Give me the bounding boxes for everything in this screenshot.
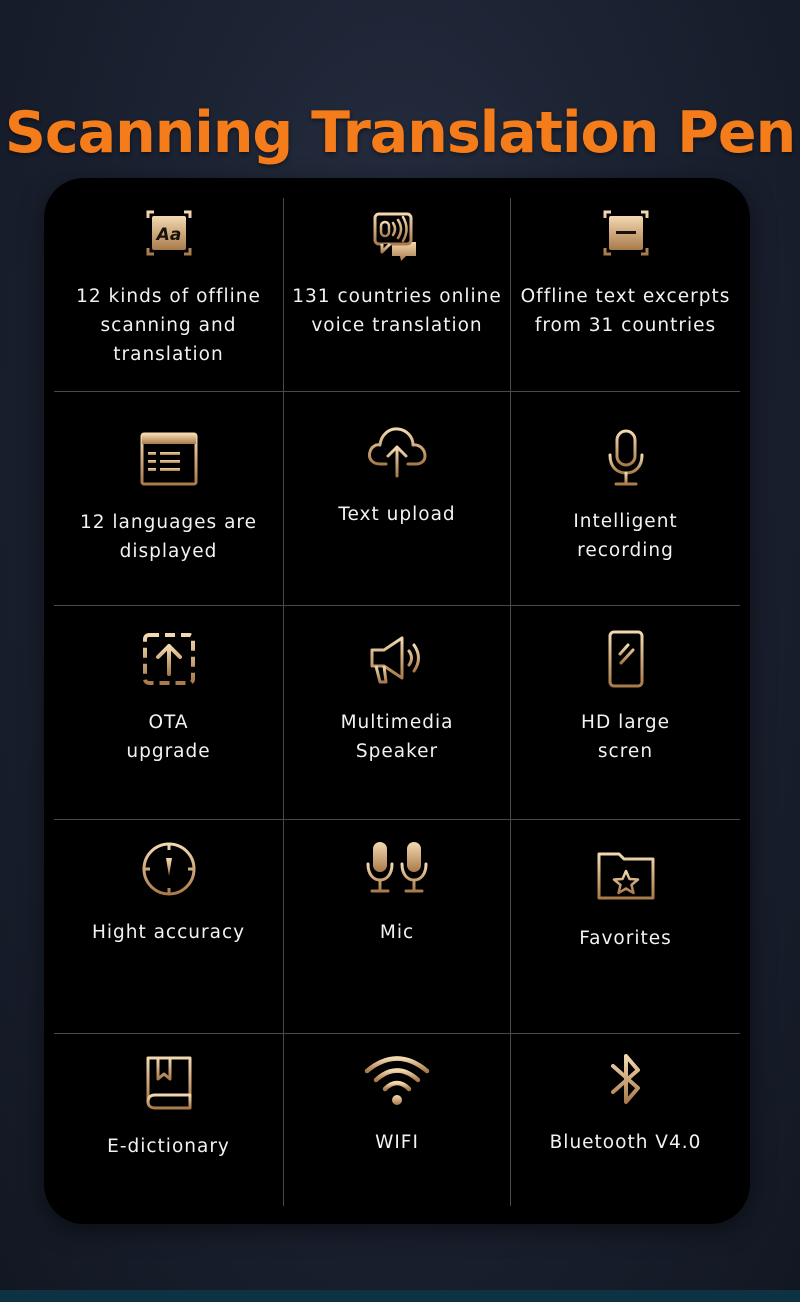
feature-label: WIFI (375, 1132, 419, 1153)
bottom-strip (0, 1290, 800, 1302)
phone-screen-icon (591, 624, 661, 694)
feature-bluetooth (511, 1044, 740, 1157)
feature-ota-upgrade (54, 624, 283, 766)
feature-label: Intelligent recording (573, 511, 678, 561)
grid-divider (54, 819, 740, 820)
browser-window-icon (134, 424, 204, 494)
feature-label: E-dictionary (107, 1136, 230, 1157)
feature-text-excerpts (511, 198, 740, 340)
aa-scan-icon (134, 198, 204, 268)
feature-languages-displayed (54, 424, 283, 566)
microphone-icon (591, 423, 661, 493)
feature-label: Text upload (338, 504, 456, 525)
voice-chat-icon (362, 198, 432, 268)
feature-wifi (284, 1044, 510, 1157)
book-icon (134, 1048, 204, 1118)
ota-upgrade-icon (134, 624, 204, 694)
cloud-upload-icon (362, 416, 432, 486)
feature-hd-screen (511, 624, 740, 766)
feature-voice-translation (284, 198, 510, 340)
feature-panel (44, 178, 750, 1224)
bluetooth-icon (591, 1044, 661, 1114)
feature-label: 12 languages are displayed (80, 512, 257, 562)
wifi-icon (362, 1044, 432, 1114)
feature-text-upload (284, 416, 510, 529)
folder-star-icon (591, 840, 661, 910)
feature-label: Mic (379, 922, 415, 943)
feature-label: Favorites (579, 928, 672, 949)
grid-divider (54, 1033, 740, 1034)
feature-mic (284, 834, 510, 947)
feature-favorites (511, 840, 740, 953)
feature-high-accuracy (54, 834, 283, 947)
svg-text:Aa: Aa (156, 225, 181, 245)
feature-label: OTA upgrade (126, 712, 211, 762)
feature-label: 12 kinds of offline scanning and translation (76, 286, 261, 365)
feature-label: Offline text excerpts from 31 countries (520, 286, 731, 336)
feature-intelligent-recording (511, 423, 740, 565)
feature-label: HD large scren (581, 712, 670, 762)
feature-offline-scanning (54, 198, 283, 369)
page-title: Scanning Translation Pen (4, 100, 796, 167)
feature-e-dictionary (54, 1048, 283, 1161)
grid-divider (54, 605, 740, 606)
feature-multimedia-speaker (284, 624, 510, 766)
compass-icon (134, 834, 204, 904)
feature-label: Bluetooth V4.0 (549, 1132, 702, 1153)
feature-label: 131 countries online voice translation (292, 286, 502, 336)
megaphone-icon (362, 624, 432, 694)
scan-frame-icon (591, 198, 661, 268)
grid-divider (54, 391, 740, 392)
feature-label: Multimedia Speaker (340, 712, 454, 762)
dual-mic-icon (357, 834, 437, 904)
feature-label: Hight accuracy (91, 922, 246, 943)
